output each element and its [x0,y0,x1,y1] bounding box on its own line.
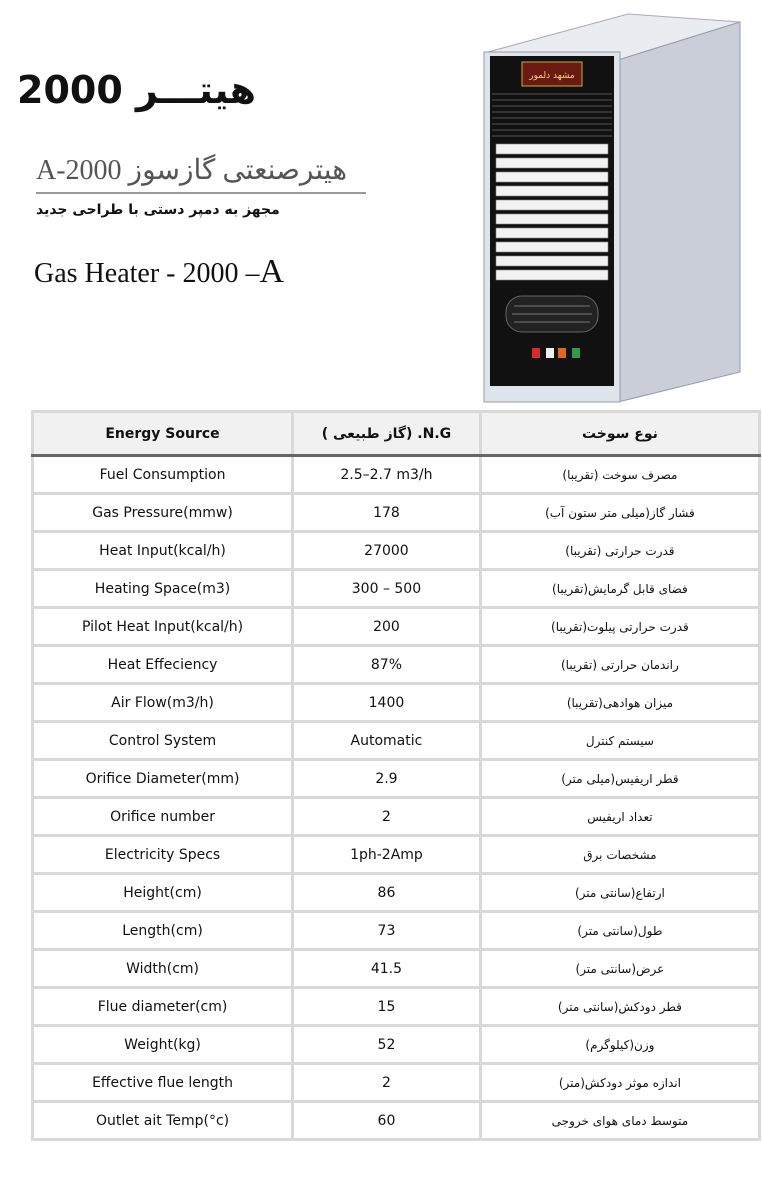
header-energy-source: Energy Source [33,412,293,456]
row-label-fa: سیستم کنترل [480,722,759,760]
page-title-fa: هیتـــر 2000 [17,68,256,112]
row-label-fa: قطر اریفیس(میلی متر) [480,760,759,798]
row-value: 200 [293,608,481,646]
table-row [33,1026,760,1064]
table-row [33,608,760,646]
row-value: 27000 [293,532,481,570]
table-row [33,760,760,798]
row-label-fa: قدرت حرارتی (تقریبا) [480,532,759,570]
row-label-en: Fuel Consumption [33,456,293,494]
table-row [33,874,760,912]
row-value: 1400 [293,684,481,722]
row-value: 2.9 [293,760,481,798]
table-header-row [33,412,760,456]
row-label-en: Width(cm) [33,950,293,988]
row-label-fa: مصرف سوخت (تقریبا) [480,456,759,494]
table-row [33,494,760,532]
row-value: 41.5 [293,950,481,988]
indicator-green [572,348,580,358]
row-label-fa: عرض(سانتی متر) [480,950,759,988]
row-label-en: Orifice Diameter(mm) [33,760,293,798]
row-label-en: Flue diameter(cm) [33,988,293,1026]
product-description: مجهز به دمپر دستی با طراحی جدید [36,202,280,218]
table-row [33,798,760,836]
header-fuel-type-fa: نوع سوخت [480,412,759,456]
heater-side [618,22,740,402]
row-label-en: Heat Effeciency [33,646,293,684]
row-label-fa: تعداد اریفیس [480,798,759,836]
table-row [33,646,760,684]
row-label-en: Outlet ait Temp(°c) [33,1102,293,1140]
table-row [33,456,760,494]
row-value: 87% [293,646,481,684]
row-label-en: Heating Space(m3) [33,570,293,608]
table-row [33,1102,760,1140]
brand-label: مشهد دلمور [529,71,575,81]
table-row [33,570,760,608]
header-fuel-type-value: N.G. (گاز طبیعی ) [293,412,481,456]
row-value: 2 [293,798,481,836]
row-value: 52 [293,1026,481,1064]
row-value: 15 [293,988,481,1026]
row-label-en: Gas Pressure(mmw) [33,494,293,532]
row-label-fa: متوسط دمای هوای خروجی [480,1102,759,1140]
row-label-en: Length(cm) [33,912,293,950]
row-label-fa: قطر دودکش(سانتی متر) [480,988,759,1026]
indicator-red [532,348,540,358]
indicator-orange [558,348,566,358]
row-label-en: Orifice number [33,798,293,836]
row-label-fa: ارتفاع(سانتی متر) [480,874,759,912]
product-subtitle: A-2000 هیترصنعتی گازسوز [36,150,366,194]
row-value: 2.5–2.7 m3/h [293,456,481,494]
row-label-fa: میزان هوادهی(تقریبا) [480,684,759,722]
row-label-fa: اندازه موثر دودکش(متر) [480,1064,759,1102]
table-row [33,988,760,1026]
row-label-en: Height(cm) [33,874,293,912]
row-label-fa: راندمان حرارتی (تقریبا) [480,646,759,684]
table-row [33,950,760,988]
row-label-en: Control System [33,722,293,760]
row-label-fa: طول(سانتی متر) [480,912,759,950]
table-row [33,532,760,570]
row-label-fa: قدرت حرارتی پیلوت(تقریبا) [480,608,759,646]
table-row [33,836,760,874]
row-label-en: Weight(kg) [33,1026,293,1064]
table-row [33,1064,760,1102]
row-value: 73 [293,912,481,950]
title-en-text: Gas Heater - 2000 – [34,258,260,289]
row-value: 60 [293,1102,481,1140]
row-label-fa: مشخصات برق [480,836,759,874]
heater-image [478,12,748,404]
row-label-fa: فشار گاز(میلی متر ستون آب) [480,494,759,532]
row-value: 300 – 500 [293,570,481,608]
title-en-suffix: A [259,253,285,290]
indicator-white [546,348,554,358]
row-value: 1ph-2Amp [293,836,481,874]
row-label-fa: وزن(کیلوگرم) [480,1026,759,1064]
row-value: 2 [293,1064,481,1102]
page-title-en [34,252,354,292]
row-label-en: Effective flue length [33,1064,293,1102]
row-value: Automatic [293,722,481,760]
row-value: 86 [293,874,481,912]
row-label-en: Heat Input(kcal/h) [33,532,293,570]
table-row [33,912,760,950]
row-label-en: Pilot Heat Input(kcal/h) [33,608,293,646]
row-label-en: Air Flow(m3/h) [33,684,293,722]
row-value: 178 [293,494,481,532]
table-row [33,684,760,722]
spec-table [31,410,761,1141]
row-label-fa: فضای قابل گرمایش(تقریبا) [480,570,759,608]
row-label-en: Electricity Specs [33,836,293,874]
table-row [33,722,760,760]
